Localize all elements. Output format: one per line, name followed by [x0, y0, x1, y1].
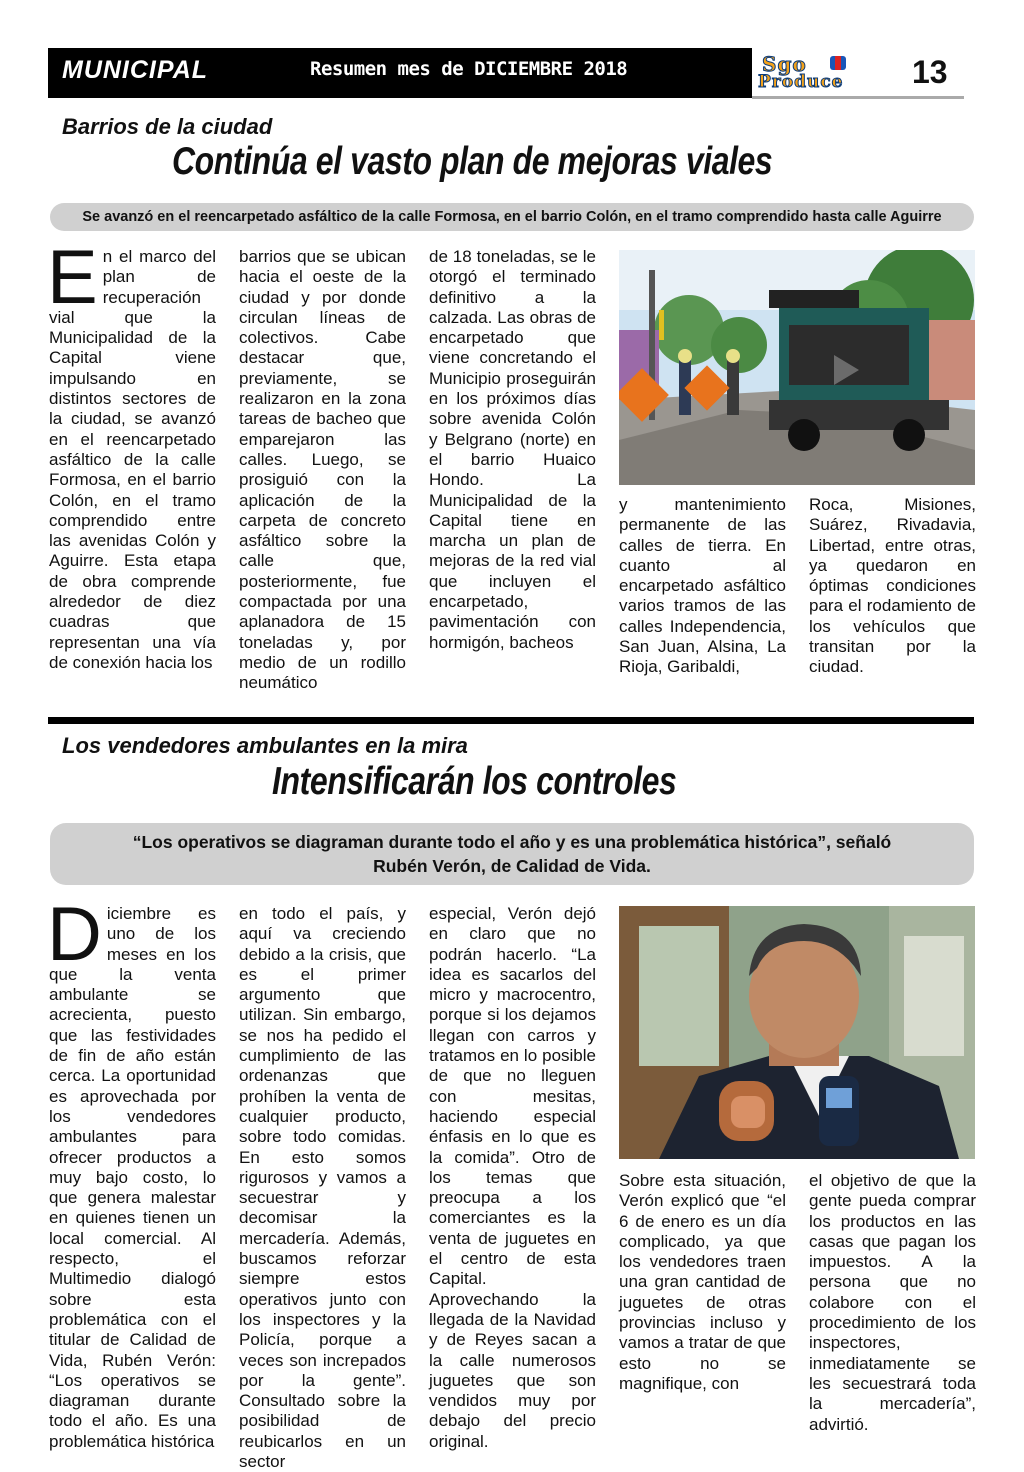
article-divider	[48, 717, 974, 724]
page-number: 13	[912, 54, 948, 90]
header-rule	[752, 96, 964, 99]
article1-column-4: y mantenimiento permanente de las calles de tierra. En cuanto al encarpetado asfáltico varios tramos de las calles Independencia, San Juan, Alsina, La Rioja, Garibaldi,	[619, 495, 786, 677]
article1-column-1	[47, 235, 216, 673]
article1-headline: Continúa el vasto plan de mejoras viales	[172, 140, 773, 183]
article1-column-3: de 18 toneladas, se le otorgó el terminado definitivo a la calzada. Las obras de encarpetado que viene concretando el Municipio proseguirán en los próximos días sobre avenida Colón y Belgrano (norte) en el barrio Huaico Hondo. La Municipalidad de la Capital tiene en marcha un plan de mejoras de la red vial que incluyen el encarpetado, pavimentación con hormigón, bacheos	[429, 247, 596, 652]
article1-column-5: Roca, Misiones, Suárez, Rivadavia, Libertad, entre otras, ya quedaron en óptimas condiciones para el rodamiento de los vehículos que transitan por la ciudad.	[809, 495, 976, 677]
issue-date: Resumen mes de DICIEMBRE 2018	[310, 58, 628, 80]
flag-icon	[830, 56, 846, 70]
publication-logo	[758, 52, 898, 94]
article2-subhead-line1: “Los operativos se diagraman durante todo el año y es una problemática histórica”, señaló	[132, 832, 892, 852]
article2-column-5: el objetivo de que la gente pueda comprar los productos en las casas que pagan los impuestos. A la persona que no colabore con el procedimiento de los inspectores, inmediatamente se les secuestrará toda la mercadería”, advirtió.	[809, 1171, 976, 1434]
article2-dropcap: D	[47, 892, 102, 977]
article2-subhead-line2: Rubén Verón, de Calidad de Vida.	[373, 856, 651, 876]
logo-text-bottom: Produce	[758, 72, 844, 92]
article2-column-3: especial, Verón dejó en claro que no podrán hacerlo. “La idea es sacarlos del micro y macrocentro, porque si los dejamos llegan con carros y tratamos en lo posible de que no lleguen con mesitas, haciendo especial énfasis en lo que es la comida”. Otro de los temas que preocupa a los comerciantes es la venta de juguetes en el centro de esta Capital. Aprovechando la llegada de la Navidad y de Reyes sacan a la calle numerosos juguetes que son vendidos muy por debajo del precio original.	[429, 904, 596, 1451]
article2-headline: Intensificarán los controles	[272, 760, 677, 803]
article2-col1-text: iciembre es uno de los meses en los que la venta ambulante se acrecienta, puesto que las festividades de fin de año están cerca. La oportunidad es aprovechada por los vendedores ambulantes para ofrecer productos a muy bajo costo, lo que genera malestar en quienes tienen un local comercial. Al respecto, el Multimedio dialogó sobre esta problemática con el titular de Calidad de Vida, Rubén Verón: “Los operativos se diagraman durante todo el año. Es una problemática histórica	[49, 904, 216, 1451]
section-title: MUNICIPAL	[62, 56, 209, 84]
article1-kicker: Barrios de la ciudad	[62, 114, 273, 139]
article1-subhead: Se avanzó en el reencarpetado asfáltico de la calle Formosa, en el barrio Colón, en el tramo comprendido hasta calle Aguirre	[50, 203, 974, 231]
road-paving-photo	[619, 250, 975, 485]
article2-column-4: Sobre esta situación, Verón explicó que “el 6 de enero es un día complicado, ya que los vendedores traen una gran cantidad de juguetes de otras provincias incluso y vamos a tratar de que esto no se magnifique, con	[619, 1171, 786, 1393]
article1-col1-text: n el marco del plan de recuperación vial que la Municipalidad de la Capital viene impulsando en distintos sectores de la ciudad, se avanzó en el reencarpetado asfáltico de la calle Formosa, en el barrio Colón, en el tramo comprendido entre las avenidas Colón y Aguirre. Esta etapa de obra comprende alrededor de diez cuadras que representan una vía de conexión hacia los	[49, 247, 216, 672]
article2-kicker: Los vendedores ambulantes en la mira	[62, 733, 468, 758]
article2-column-2: en todo el país, y aquí va creciendo debido a la crisis, que es el primer argumento que utilizan. Sin embargo, se nos ha pedido el cumplimiento de las ordenanzas que prohíben la venta de cualquier producto, sobre todo comidas. En esto somos rigurosos y vamos a secuestrar y decomisar la mercadería. Además, buscamos reforzar siempre estos operativos junto con los inspectores y la Policía, porque a veces son increpados por la gente”. Consultado sobre la posibilidad de reubicarlos en un sector	[239, 904, 406, 1472]
article1-column-2: barrios que se ubican hacia el oeste de la ciudad y por donde circulan líneas de colectivos. Cabe destacar que, previamente, se realizaron en la zona tareas de bacheo que emparejaron las calles. Luego, se prosiguió con la aplicación de la carpeta de concreto asfáltico sobre la calle que, posteriormente, fue compactada por una aplanadora de 15 toneladas y, por medio de un rodillo neumático	[239, 247, 406, 693]
article2-subhead	[50, 823, 974, 885]
logo-text-top: Sgo	[762, 52, 807, 76]
official-portrait-photo	[619, 906, 975, 1159]
article2-column-1	[47, 892, 216, 1452]
article1-dropcap: E	[47, 235, 98, 320]
